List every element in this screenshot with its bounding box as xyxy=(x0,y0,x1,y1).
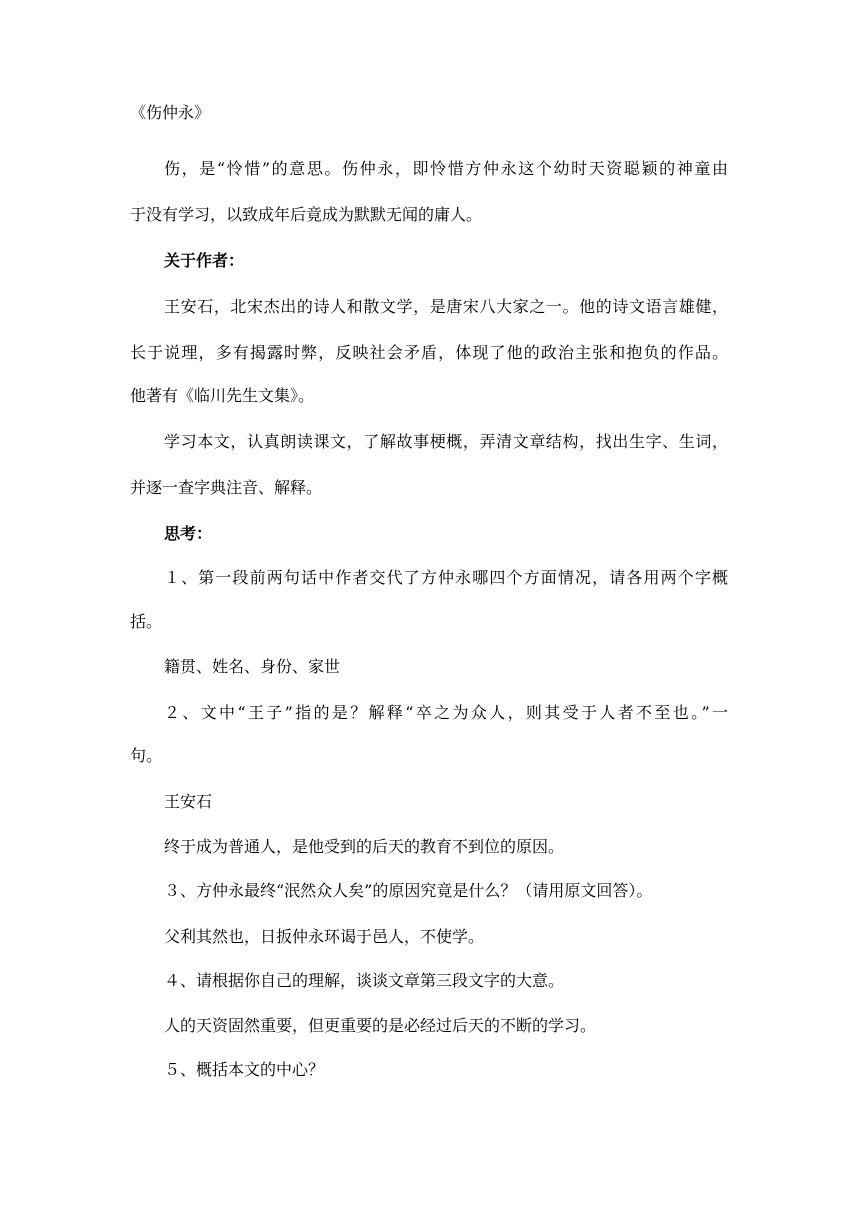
intro-line-1: 伤，是“怜惜”的意思。伤仲永，即怜惜方仲永这个幼时天资聪颖的神童由 xyxy=(164,159,728,178)
answer-1: 籍贯、姓名、身份、家世 xyxy=(164,657,341,676)
study-line-2: 并逐一查字典注音、解释。 xyxy=(130,478,323,497)
think-heading: 思考： xyxy=(164,524,213,543)
question-1-line-2: 括。 xyxy=(130,612,163,631)
question-4: ４、请根据你自己的理解，谈谈文章第三段文字的大意。 xyxy=(164,971,565,990)
question-5: ５、概括本文的中心？ xyxy=(164,1060,325,1079)
document-title: 《伤仲永》 xyxy=(130,103,211,122)
author-heading: 关于作者： xyxy=(164,251,245,270)
author-line-1: 王安石，北宋杰出的诗人和散文学，是唐宋八大家之一。他的诗文语言雄健， xyxy=(164,297,728,316)
author-line-3: 他著有《临川先生文集》。 xyxy=(130,386,315,405)
answer-2-line-1: 王安石 xyxy=(164,792,213,811)
intro-line-2: 于没有学习，以致成年后竟成为默默无闻的庸人。 xyxy=(130,205,483,224)
study-line-1: 学习本文，认真朗读课文，了解故事梗概，弄清文章结构，找出生字、生词， xyxy=(164,432,728,451)
question-2-line-1: ２、文中“王子”指的是？解释“卒之为众人，则其受于人者不至也。”一 xyxy=(164,703,728,722)
question-1-line-1: １、第一段前两句话中作者交代了方仲永哪四个方面情况，请各用两个字概 xyxy=(164,568,728,587)
author-line-2: 长于说理，多有揭露时弊，反映社会矛盾，体现了他的政治主张和抱负的作品。 xyxy=(130,343,728,362)
answer-2-line-2: 终于成为普通人，是他受到的后天的教育不到位的原因。 xyxy=(164,837,565,856)
question-3: ３、方仲永最终“泯然众人矣”的原因究竟是什么？（请用原文回答）。 xyxy=(164,881,653,900)
answer-3: 父利其然也，日扳仲永环谒于邑人，不使学。 xyxy=(164,927,485,946)
question-2-line-2: 句。 xyxy=(130,746,163,765)
answer-4: 人的天资固然重要，但更重要的是必经过后天的不断的学习。 xyxy=(164,1016,597,1035)
